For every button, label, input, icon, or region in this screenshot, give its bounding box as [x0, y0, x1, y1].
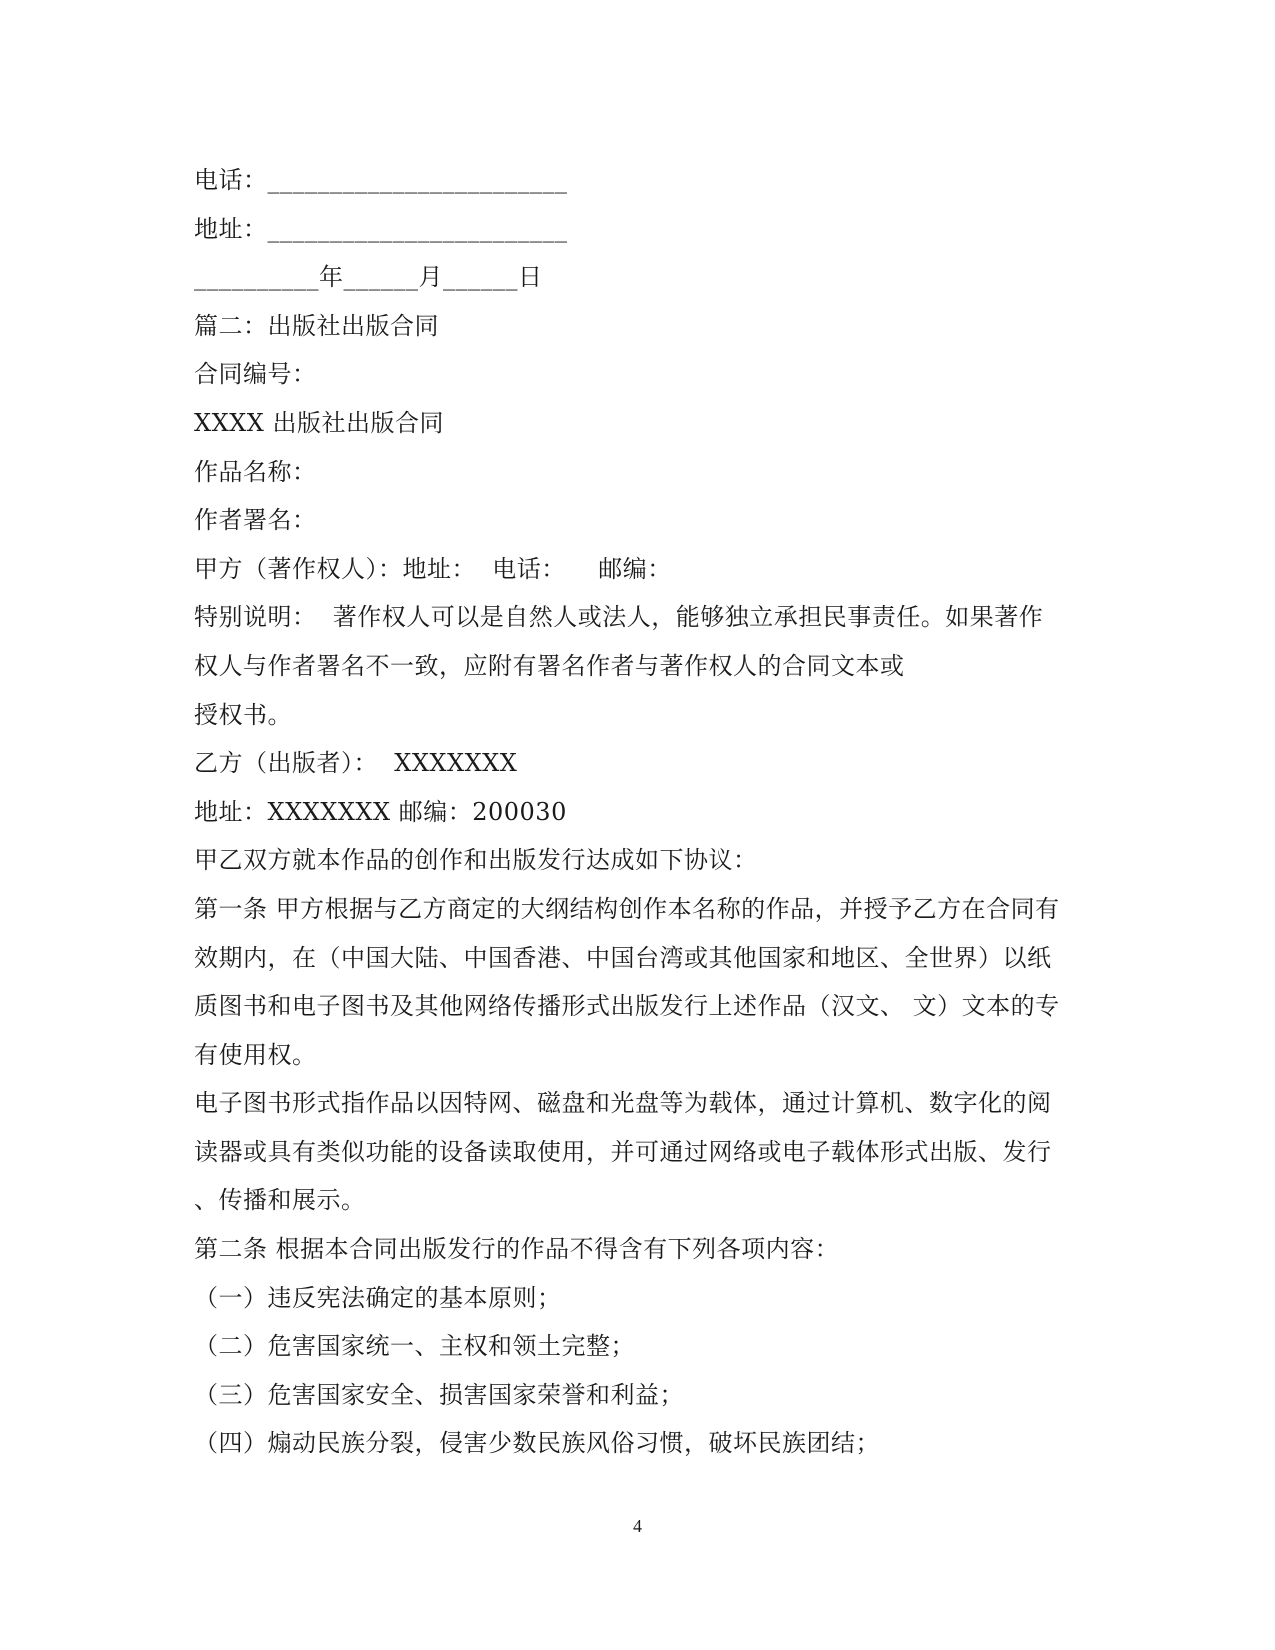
page-number: 4: [633, 1516, 642, 1536]
party-b-address: 地址：XXXXXXX 邮编：200030: [194, 797, 567, 826]
date-line: __________年______月______日: [194, 263, 543, 292]
special-note-line-2: 权人与作者署名不一致，应附有署名作者与著作权人的合同文本或: [194, 651, 905, 680]
article-2-item-3: （三）危害国家安全、损害国家荣誉和利益；: [194, 1380, 684, 1409]
special-note-line-3: 授权书。: [194, 700, 292, 729]
ebook-definition-line-3: 、传播和展示。: [194, 1186, 366, 1215]
work-name: 作品名称：: [194, 457, 317, 486]
special-note-line-1: 特别说明： 著作权人可以是自然人或法人，能够独立承担民事责任。如果著作: [194, 603, 1044, 632]
document-body: [194, 156, 1094, 1468]
article-1-line-3: 质图书和电子图书及其他网络传播形式出版发行上述作品（汉文、 文）文本的专: [194, 992, 1060, 1021]
agreement-intro: 甲乙双方就本作品的创作和出版发行达成如下协议：: [194, 846, 758, 875]
article-2-item-2: （二）危害国家统一、主权和领土完整；: [194, 1332, 635, 1361]
phone-line: 电话：________________________: [194, 166, 568, 194]
ebook-definition-line-2: 读器或具有类似功能的设备读取使用，并可通过网络或电子载体形式出版、发行: [194, 1137, 1052, 1166]
article-1-line-2: 效期内，在（中国大陆、中国香港、中国台湾或其他国家和地区、全世界）以纸: [194, 943, 1052, 972]
contract-title: XXXX 出版社出版合同: [194, 408, 444, 437]
contract-number: 合同编号：: [194, 360, 317, 389]
section-title: 篇二：出版社出版合同: [194, 311, 439, 340]
article-2-item-1: （一）违反宪法确定的基本原则；: [194, 1283, 562, 1312]
address-line: 地址：________________________: [194, 214, 568, 243]
author-signature: 作者署名：: [194, 506, 317, 535]
article-1-line-4: 有使用权。: [194, 1040, 317, 1069]
article-1-line-1: 第一条 甲方根据与乙方商定的大纲结构创作本名称的作品，并授予乙方在合同有: [194, 894, 1060, 923]
article-2-heading: 第二条 根据本合同出版发行的作品不得含有下列各项内容：: [194, 1235, 840, 1264]
ebook-definition-line-1: 电子图书形式指作品以因特网、磁盘和光盘等为载体，通过计算机、数字化的阅: [194, 1089, 1052, 1118]
party-a-info: 甲方（著作权人）：地址： 电话： 邮编：: [194, 554, 672, 583]
party-b-info: 乙方（出版者）： XXXXXXX: [194, 749, 518, 778]
article-2-item-4: （四）煽动民族分裂，侵害少数民族风俗习惯，破坏民族团结；: [194, 1429, 880, 1458]
